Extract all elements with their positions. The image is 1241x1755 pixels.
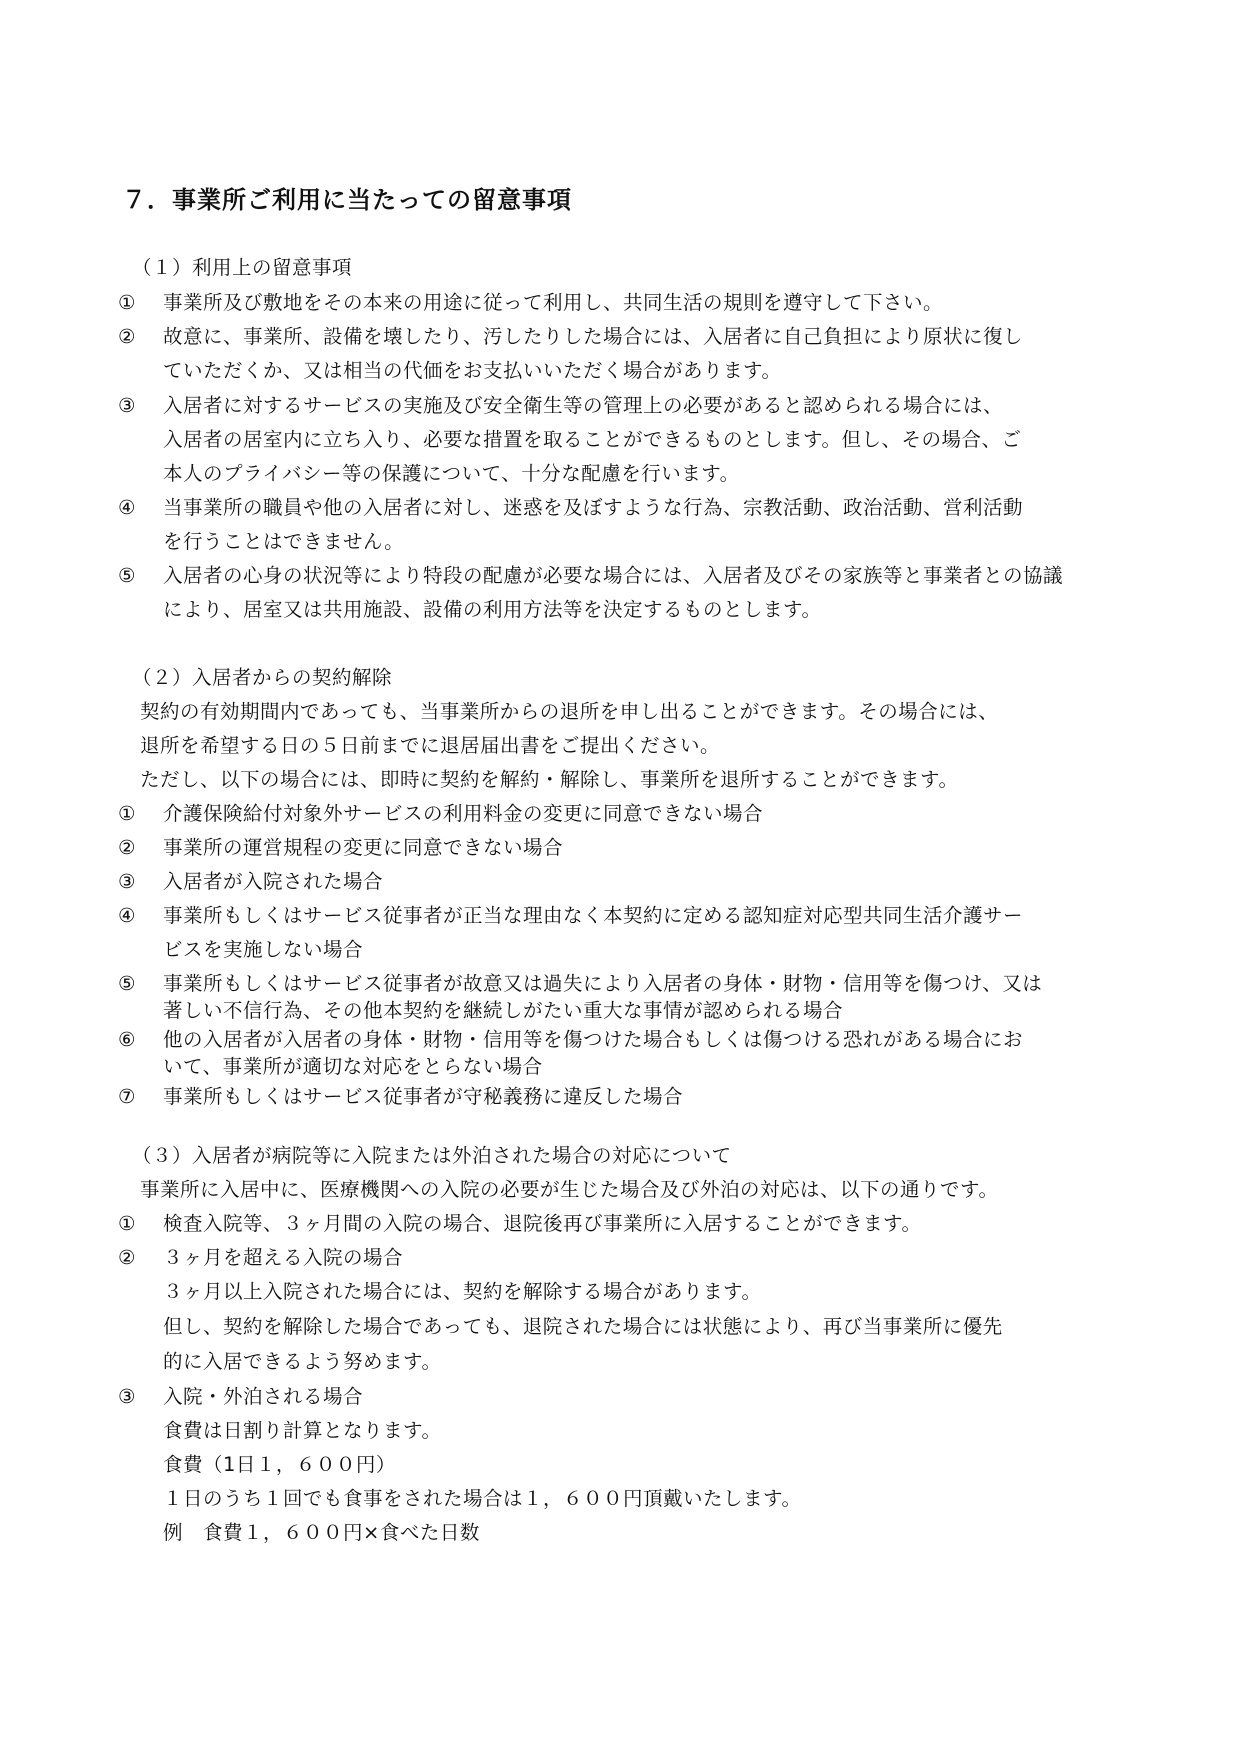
s2-item-5-line-1: 事業所もしくはサービス従事者が故意又は過失により入居者の身体・財物・信用等を傷つけ、又は xyxy=(163,972,1043,995)
s2-item-6-number: ⑥ xyxy=(118,1028,136,1051)
s3-item-3-line-4: １日のうち１回でも食事をされた場合は１，６００円頂戴いたします。 xyxy=(163,1487,802,1510)
s3-item-3-line-5: 例 食費１，６００円×食べた日数 xyxy=(163,1521,480,1544)
s3-item-3-number: ③ xyxy=(118,1385,136,1408)
s3-item-2-line-4: 的に入居できるよう努めます。 xyxy=(163,1350,442,1373)
s2-item-6-line-2: いて、事業所が適切な対応をとらない場合 xyxy=(163,1055,543,1078)
s1-item-3-line-1: 入居者に対するサービスの実施及び安全衛生等の管理上の必要があると認められる場合には、 xyxy=(163,394,1004,417)
s1-item-3-line-3: 本人のプライバシー等の保護について、十分な配慮を行います。 xyxy=(163,462,740,485)
section-1-heading: （１）利用上の留意事項 xyxy=(132,256,353,279)
s1-item-2-line-1: 故意に、事業所、設備を壊したり、汚したりした場合には、入居者に自己負担により原状に復し xyxy=(163,325,1024,348)
s3-item-2-line-1: ３ヶ月を超える入院の場合 xyxy=(163,1246,404,1269)
s2-item-5-line-2: 著しい不信行為、その他本契約を継続しがたい重大な事情が認められる場合 xyxy=(163,999,844,1022)
s2-para-line-2: 退所を希望する日の５日前までに退居届出書をご提出ください。 xyxy=(140,734,721,757)
s1-item-5-line-2: により、居室又は共用施設、設備の利用方法等を決定するものとします。 xyxy=(163,598,822,621)
s2-item-7-number: ⑦ xyxy=(118,1085,136,1108)
s2-item-1-line-1: 介護保険給付対象外サービスの利用料金の変更に同意できない場合 xyxy=(163,802,764,825)
s2-item-5-number: ⑤ xyxy=(118,972,136,995)
s2-item-4-line-1: 事業所もしくはサービス従事者が正当な理由なく本契約に定める認知症対応型共同生活介護サー xyxy=(163,904,1024,927)
s2-para-line-3: ただし、以下の場合には、即時に契約を解約・解除し、事業所を退所することができます。 xyxy=(140,768,959,791)
s3-item-3-line-3: 食費（1日１，６００円） xyxy=(163,1453,396,1476)
s1-item-5-number: ⑤ xyxy=(118,564,136,587)
s2-item-2-line-1: 事業所の運営規程の変更に同意できない場合 xyxy=(163,836,564,859)
s1-item-4-line-1: 当事業所の職員や他の入居者に対し、迷惑を及ぼすような行為、宗教活動、政治活動、営利活動 xyxy=(163,496,1024,519)
s2-item-4-line-2: ビスを実施しない場合 xyxy=(163,938,364,961)
s2-item-3-number: ③ xyxy=(118,870,136,893)
s1-item-4-line-2: を行うことはできません。 xyxy=(163,530,405,553)
s2-item-6-line-1: 他の入居者が入居者の身体・財物・信用等を傷つけた場合もしくは傷つける恐れがある場合にお xyxy=(163,1028,1024,1051)
s1-item-3-number: ③ xyxy=(118,394,136,417)
s2-item-4-number: ④ xyxy=(118,904,136,927)
s2-item-3-line-1: 入居者が入院された場合 xyxy=(163,870,384,893)
s1-item-1-line-1: 事業所及び敷地をその本来の用途に従って利用し、共同生活の規則を遵守して下さい。 xyxy=(163,291,944,314)
s1-item-4-number: ④ xyxy=(118,496,136,519)
s2-item-2-number: ② xyxy=(118,836,136,859)
section-3-heading: （３）入居者が病院等に入院または外泊された場合の対応について xyxy=(132,1144,732,1167)
s1-item-5-line-1: 入居者の心身の状況等により特段の配慮が必要な場合には、入居者及びその家族等と事業者との協議 xyxy=(163,564,1064,587)
s3-item-3-line-2: 食費は日割り計算となります。 xyxy=(163,1419,442,1442)
s1-item-3-line-2: 入居者の居室内に立ち入り、必要な措置を取ることができるものとします。但し、その場合、ご xyxy=(163,428,1022,451)
s2-item-1-number: ① xyxy=(118,802,136,825)
s3-para: 事業所に入居中に、医療機関への入院の必要が生じた場合及び外泊の対応は、以下の通りです。 xyxy=(140,1178,999,1201)
s3-item-2-number: ② xyxy=(118,1246,136,1269)
s1-item-2-number: ② xyxy=(118,325,136,348)
s1-item-2-line-2: ていただくか、又は相当の代価をお支払いいただく場合があります。 xyxy=(163,359,782,382)
s3-item-2-line-2: ３ヶ月以上入院された場合には、契約を解除する場合があります。 xyxy=(163,1280,762,1303)
s2-para-line-1: 契約の有効期間内であっても、当事業所からの退所を申し出ることができます。その場合には、 xyxy=(140,700,999,723)
s3-item-1-line-1: 検査入院等、３ヶ月間の入院の場合、退院後再び事業所に入居することができます。 xyxy=(163,1212,922,1235)
section-2-heading: （２）入居者からの契約解除 xyxy=(132,666,393,689)
s3-item-3-line-1: 入院・外泊される場合 xyxy=(163,1385,364,1408)
s3-item-1-number: ① xyxy=(118,1212,136,1235)
page-title: ７．事業所ご利用に当たっての留意事項 xyxy=(122,186,572,214)
s3-item-2-line-3: 但し、契約を解除した場合であっても、退院された場合には状態により、再び当事業所に優先 xyxy=(163,1315,1003,1338)
s2-item-7-line-1: 事業所もしくはサービス従事者が守秘義務に違反した場合 xyxy=(163,1085,684,1108)
s1-item-1-number: ① xyxy=(118,291,136,314)
